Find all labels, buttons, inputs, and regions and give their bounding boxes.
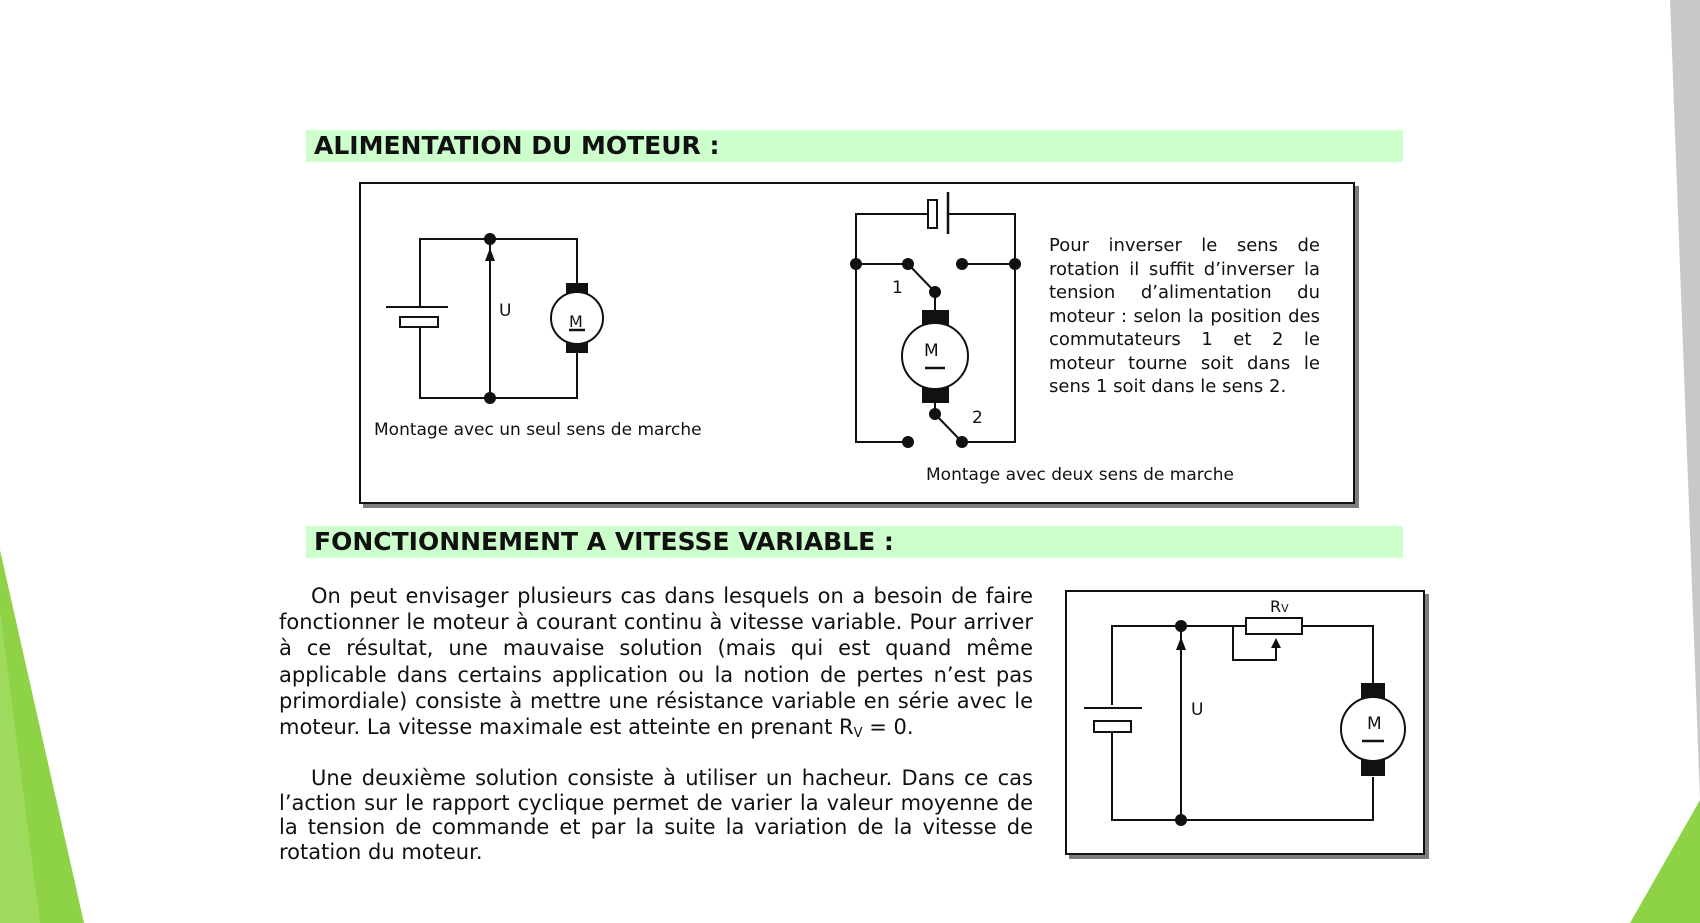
caption-single-direction: Montage avec un seul sens de marche [374,420,702,440]
resistor-label-v: V [1281,602,1289,615]
paragraph-variable-resistance-end: = 0. [862,715,914,740]
right-gray-triangle [1640,0,1700,923]
left-green-triangle [0,550,90,923]
paragraph-chopper: Une deuxième solution consiste à utiliser un hacheur. Dans ce cas l’action sur le rapport cyclique permet de varier la valeur moyenne de la tension de commande et par la suite la variation de la vitesse de rotation du moteur. [279,766,1033,864]
caption-two-directions: Montage avec deux sens de marche [926,465,1234,485]
section-heading-alimentation: ALIMENTATION DU MOTEUR : [306,130,1403,162]
switch-label-1: 1 [892,278,903,298]
paragraph-variable-resistance [279,583,1033,747]
voltage-label-u3: U [1191,700,1204,720]
switch-label-2: 2 [972,408,983,428]
resistor-label-rv [1270,597,1289,616]
circuit-two-directions [845,185,1025,455]
motor-label-m2: M [924,341,939,361]
resistor-label-r: R [1270,597,1282,616]
inversion-note: Pour inverser le sens de rotation il suffit d’inverser la tension d’alimentation du moteur : selon la position des commutateurs 1 et 2 le moteur tourne soit dans le sens 1 soit dans le sens 2. [1049,235,1320,397]
rv-subscript: V [853,726,863,742]
voltage-label-u1: U [499,301,512,321]
section-heading-vitesse-variable: FONCTIONNEMENT A VITESSE VARIABLE : [306,526,1403,558]
motor-label-m1: M [569,312,583,331]
motor-label-m3: M [1367,714,1382,734]
paragraph-variable-resistance-main: On peut envisager plusieurs cas dans lesquels on a besoin de faire fonctionner le moteur à courant continu à vitesse variable. Pour arriver à ce résultat, une mauvaise solution (mais qui est quand même applicable dans certains application ou la notion de pertes n’est pas primordiale) consiste à mettre une résistance variable en série avec le moteur. La vitesse maximale est atteinte en prenant R [279,584,1033,740]
